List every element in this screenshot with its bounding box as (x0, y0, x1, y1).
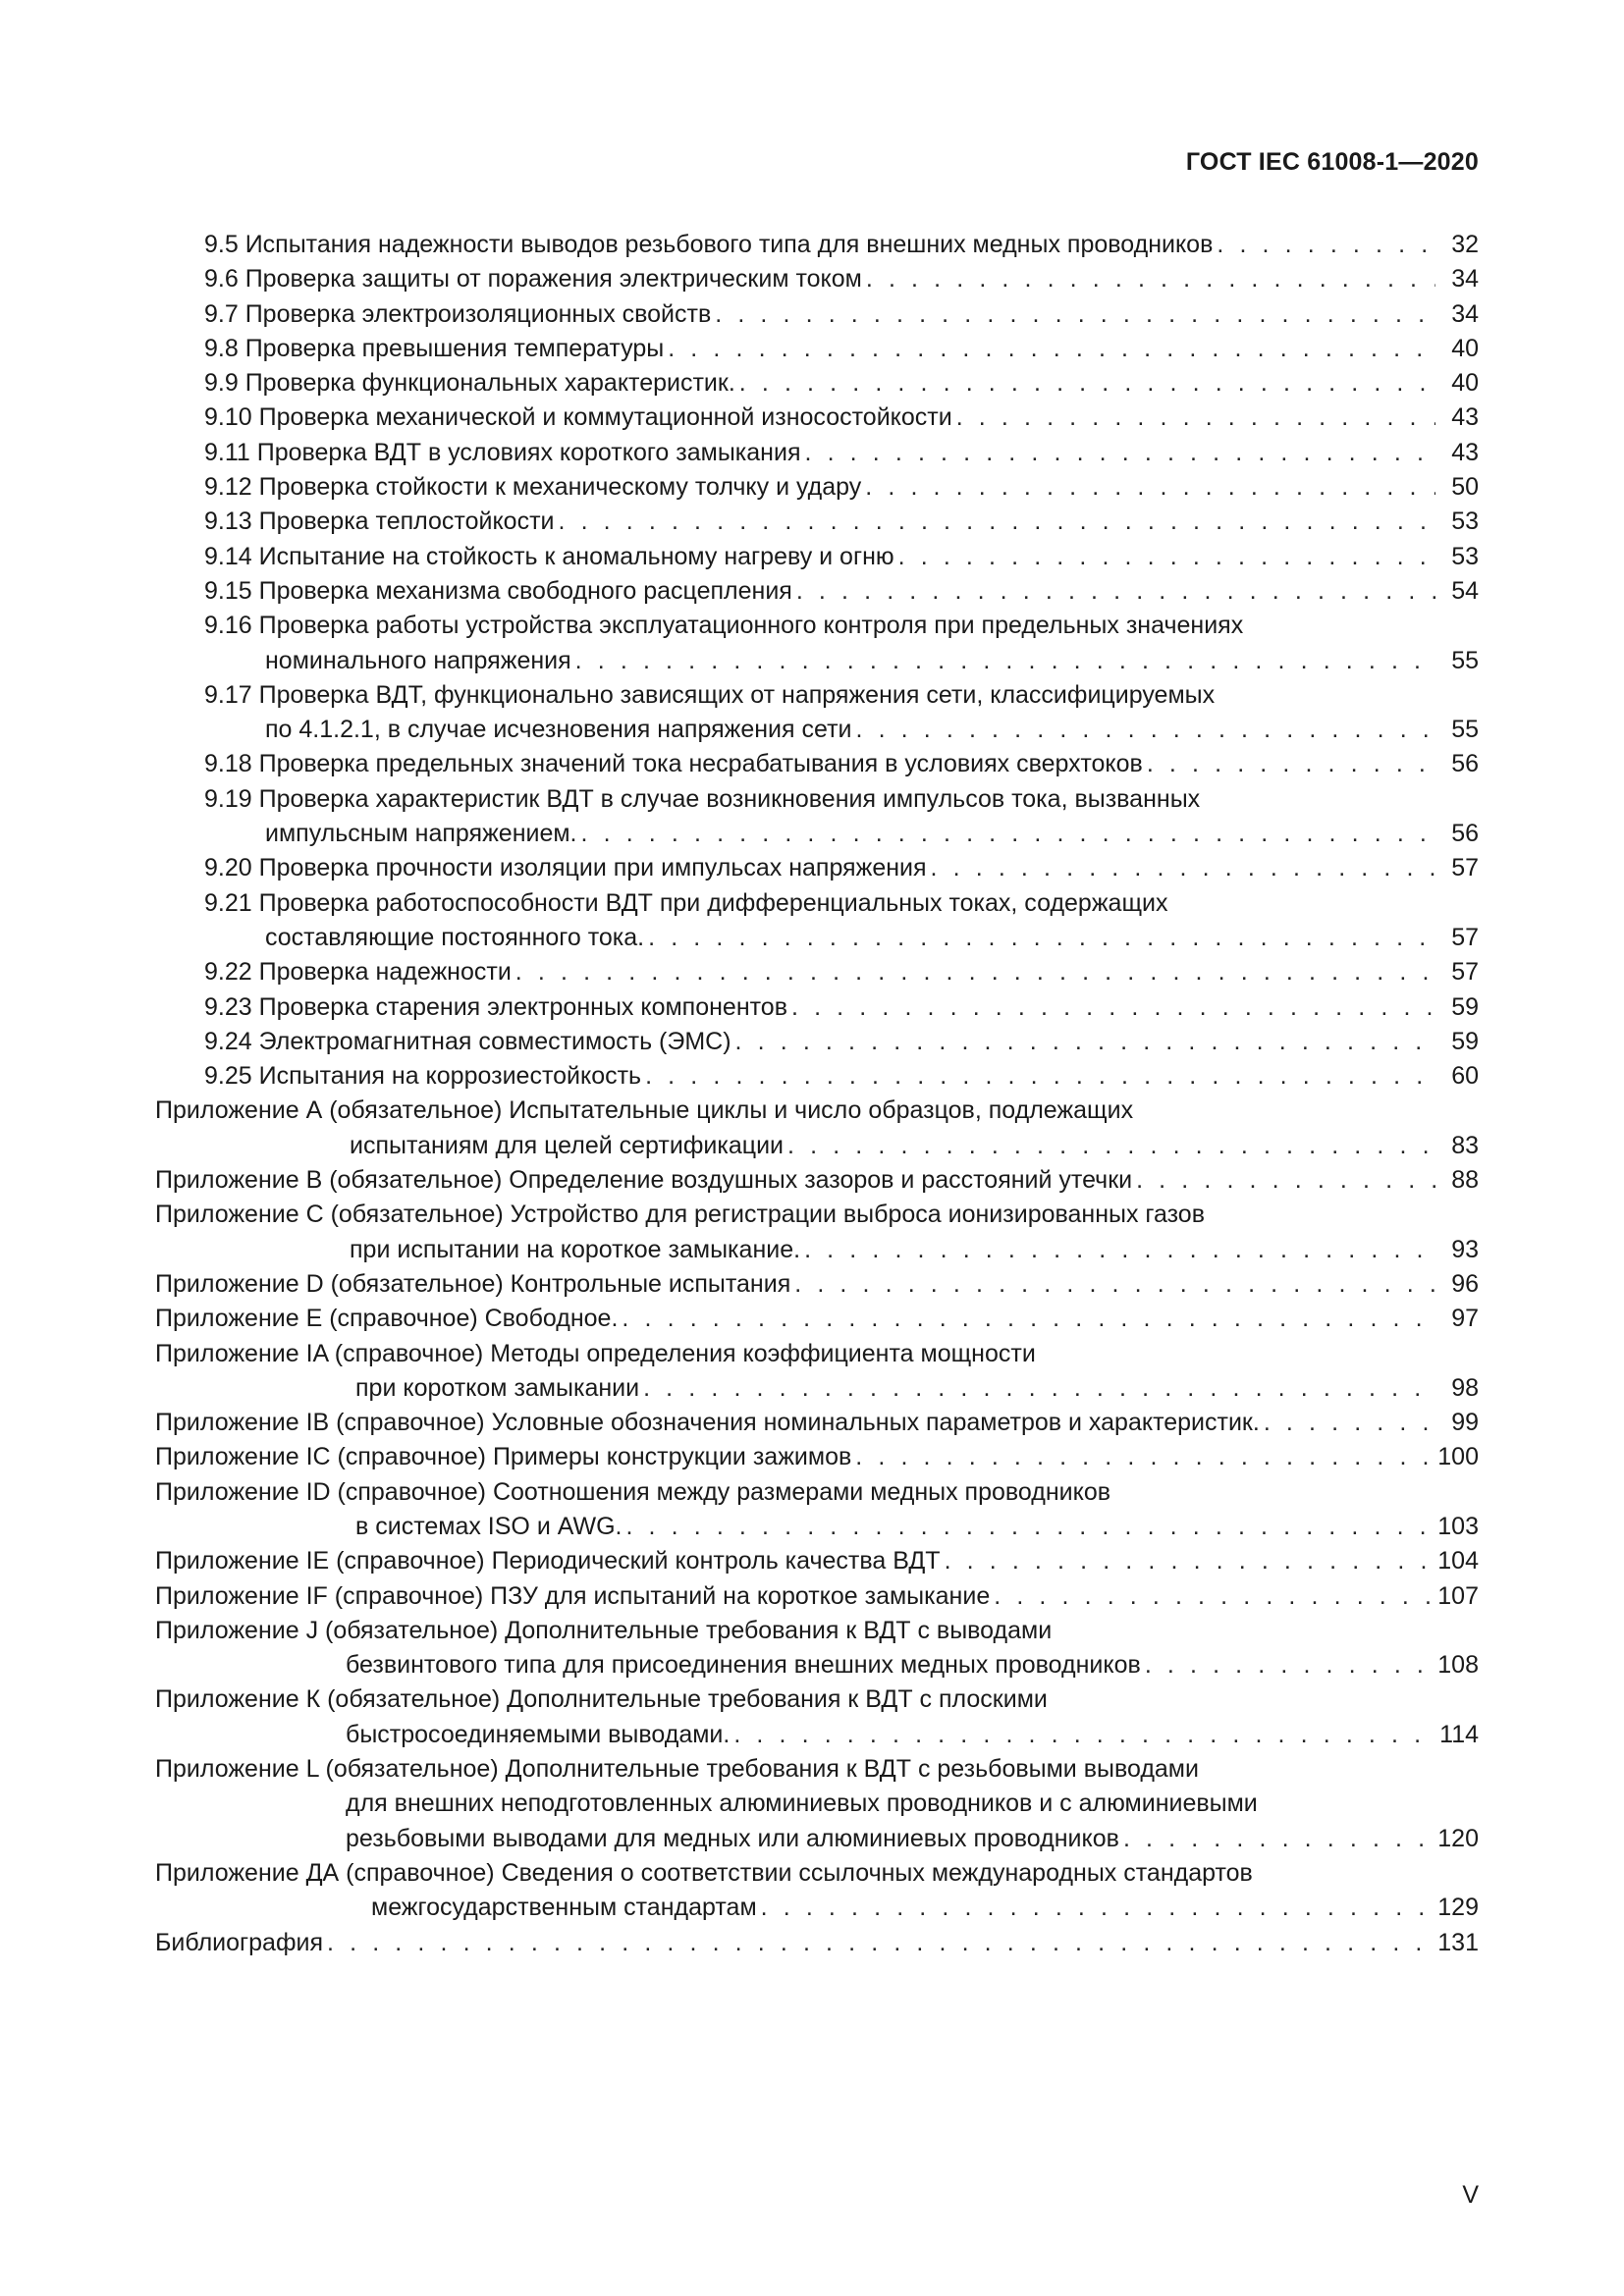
toc-entry (155, 990, 1479, 1025)
toc-entry-title: безвинтового типа для присоединения внешних медных проводников (346, 1651, 1141, 1680)
dot-leader (1264, 1406, 1435, 1440)
table-of-contents (155, 228, 1479, 1960)
toc-entry (155, 228, 1479, 262)
toc-entry (155, 1682, 1479, 1752)
dot-leader (715, 297, 1435, 332)
toc-entry-title: 9.24 Электромагнитная совместимость (ЭМС) (204, 1027, 731, 1055)
toc-page-number: 43 (1451, 403, 1479, 432)
toc-entry (155, 886, 1479, 956)
toc-entry (155, 366, 1479, 400)
toc-page-number: 55 (1451, 646, 1479, 674)
toc-page-number: 100 (1437, 1443, 1479, 1471)
toc-entry-title: быстросоединяемыми выводами. (346, 1720, 731, 1748)
dot-leader (791, 990, 1435, 1025)
toc-entry (155, 1267, 1479, 1302)
dot-leader (956, 400, 1435, 435)
toc-entry (155, 540, 1479, 574)
toc-entry (155, 1926, 1479, 1960)
toc-entry (155, 1544, 1479, 1578)
toc-entry-title: 9.25 Испытания на коррозиестойкость (204, 1062, 642, 1091)
toc-entry (155, 574, 1479, 609)
toc-page-number: 59 (1451, 1027, 1479, 1055)
toc-entry-title: 9.5 Испытания надежности выводов резьбового типа для внешних медных проводников (204, 231, 1214, 258)
toc-entry-title: Приложение С (обязательное) Устройство для регистрации выброса ионизированных газов (155, 1201, 1205, 1229)
toc-entry-title: 9.12 Проверка стойкости к механическому толчку и удару (204, 473, 862, 502)
toc-page-number: 104 (1437, 1547, 1479, 1575)
toc-page-number: 114 (1439, 1720, 1479, 1748)
toc-entry-title: Приложение D (обязательное) Контрольные испытания (155, 1269, 791, 1298)
dot-leader (794, 1267, 1435, 1302)
dot-leader (945, 1544, 1435, 1578)
toc-entry (155, 1406, 1479, 1440)
toc-page-number: 56 (1451, 820, 1479, 848)
toc-entry-title: межгосударственным стандартам (371, 1894, 757, 1922)
toc-page-number: 83 (1451, 1131, 1479, 1159)
toc-page-number: 53 (1451, 542, 1479, 570)
toc-page-number: 57 (1451, 958, 1479, 987)
dot-leader (515, 955, 1435, 989)
toc-page-number: 120 (1437, 1824, 1479, 1852)
toc-entry-title: Приложение Е (справочное) Свободное. (155, 1305, 619, 1333)
toc-entry-title: импульсным напряжением. (265, 820, 577, 848)
dot-leader (575, 644, 1435, 678)
dot-leader (787, 1129, 1435, 1163)
toc-entry-title: Приложение ID (справочное) Соотношения между размерами медных проводников (155, 1477, 1111, 1506)
toc-entry-title: 9.7 Проверка электроизоляционных свойств (204, 299, 712, 328)
toc-entry-title: Приложение А (обязательное) Испытательные циклы и число образцов, подлежащих (155, 1096, 1134, 1125)
toc-page-number: 88 (1451, 1166, 1479, 1195)
toc-entry (155, 1302, 1479, 1336)
toc-entry-title: 9.14 Испытание на стойкость к аномальному нагреву и огню (204, 542, 894, 570)
toc-entry-title: 9.11 Проверка ВДТ в условиях короткого замыкания (204, 438, 801, 466)
toc-entry (155, 955, 1479, 989)
toc-entry-title: Приложение К (обязательное) Дополнительные требования к ВДТ с плоскими (155, 1685, 1048, 1714)
toc-page-number: 59 (1451, 992, 1479, 1021)
toc-entry-title: Приложение IB (справочное) Условные обозначения номинальных параметров и характеристик. (155, 1409, 1260, 1437)
dot-leader (761, 1891, 1435, 1925)
toc-entry-title: 9.22 Проверка надежности (204, 958, 512, 987)
toc-entry (155, 332, 1479, 366)
dot-leader (856, 713, 1436, 747)
toc-page-number: 129 (1437, 1894, 1479, 1922)
toc-page-number: 57 (1451, 854, 1479, 882)
toc-entry (155, 1440, 1479, 1474)
toc-entry-title: 9.6 Проверка защиты от поражения электрическим током (204, 265, 862, 294)
toc-entry-title: Приложение J (обязательное) Дополнительные требования к ВДТ с выводами (155, 1616, 1053, 1644)
toc-entry (155, 782, 1479, 852)
toc-page-number: 57 (1451, 923, 1479, 951)
toc-page-number: 56 (1451, 750, 1479, 778)
toc-entry-title: Приложение IF (справочное) ПЗУ для испытаний на короткое замыкание (155, 1581, 991, 1610)
toc-entry (155, 851, 1479, 885)
toc-page-number: 131 (1437, 1928, 1479, 1956)
toc-entry-title: 9.17 Проверка ВДТ, функционально зависящих от напряжения сети, классифицируемых (204, 680, 1216, 709)
toc-entry (155, 1094, 1479, 1163)
dot-leader (931, 851, 1435, 885)
dot-leader (733, 1718, 1435, 1752)
dot-leader (622, 1302, 1435, 1336)
toc-entry-title: 9.16 Проверка работы устройства эксплуатационного контроля при предельных значениях (204, 612, 1244, 640)
toc-entry (155, 1337, 1479, 1407)
toc-entry-title: Библиография (155, 1928, 324, 1956)
toc-page-number: 32 (1451, 231, 1479, 258)
dot-leader (804, 436, 1435, 470)
toc-entry (155, 678, 1479, 748)
toc-entry-title: в системах ISO и AWG. (355, 1512, 623, 1540)
toc-page-number: 53 (1451, 507, 1479, 536)
dot-leader (1123, 1822, 1434, 1856)
toc-entry (155, 609, 1479, 678)
dot-leader (1145, 1648, 1434, 1682)
toc-entry-title: 9.9 Проверка функциональных характеристик. (204, 369, 735, 398)
toc-entry (155, 436, 1479, 470)
toc-entry (155, 1163, 1479, 1198)
toc-entry-title: 9.20 Проверка прочности изоляции при импульсах напряжения (204, 854, 927, 882)
toc-page-number: 96 (1451, 1269, 1479, 1298)
toc-entry-title: 9.18 Проверка предельных значений тока несрабатывания в условиях сверхтоков (204, 750, 1143, 778)
dot-leader (866, 262, 1435, 296)
toc-page-number: 54 (1451, 576, 1479, 605)
toc-entry-title: испытаниям для целей сертификации (350, 1131, 785, 1159)
toc-entry-title: для внешних неподготовленных алюминиевых проводников и с алюминиевыми (346, 1789, 1258, 1818)
toc-page-number: 103 (1437, 1512, 1479, 1540)
toc-page-number: 98 (1451, 1373, 1479, 1402)
dot-leader (625, 1510, 1434, 1544)
toc-entry (155, 297, 1479, 332)
dot-leader (804, 1233, 1435, 1267)
toc-page-number: 99 (1451, 1409, 1479, 1437)
toc-entry-title: при коротком замыкании (355, 1373, 640, 1402)
dot-leader (1217, 228, 1435, 262)
toc-page-number: 40 (1451, 369, 1479, 398)
toc-entry-title: Приложение В (обязательное) Определение воздушных зазоров и расстояний утечки (155, 1166, 1133, 1195)
toc-entry (155, 1198, 1479, 1267)
dot-leader (648, 921, 1435, 955)
toc-entry (155, 262, 1479, 296)
dot-leader (796, 574, 1435, 609)
toc-page-number: 50 (1451, 473, 1479, 502)
toc-entry-title: Приложение IC (справочное) Примеры конструкции зажимов (155, 1443, 852, 1471)
toc-page-number: 107 (1437, 1581, 1479, 1610)
toc-entry (155, 1059, 1479, 1094)
dot-leader (855, 1440, 1434, 1474)
toc-entry-title: резьбовыми выводами для медных или алюминиевых проводников (346, 1824, 1119, 1852)
toc-entry-title: 9.13 Проверка теплостойкости (204, 507, 555, 536)
toc-page-number: 43 (1451, 438, 1479, 466)
toc-page-number: 34 (1451, 265, 1479, 294)
dot-leader (1147, 747, 1435, 781)
toc-entry-title: 9.10 Проверка механической и коммутационной износостойкости (204, 403, 952, 432)
toc-entry (155, 1475, 1479, 1545)
toc-entry-title: Приложение IE (справочное) Периодический контроль качества ВДТ (155, 1547, 941, 1575)
toc-page-number: 60 (1451, 1062, 1479, 1091)
dot-leader (581, 817, 1435, 851)
dot-leader (558, 505, 1435, 539)
toc-page-number: 97 (1451, 1305, 1479, 1333)
toc-entry-title: 9.15 Проверка механизма свободного расцепления (204, 576, 792, 605)
toc-entry-title: Приложение ДА (справочное) Сведения о соответствии ссылочных международных стандартов (155, 1858, 1253, 1887)
toc-entry (155, 1579, 1479, 1614)
toc-entry (155, 1856, 1479, 1926)
toc-page-number: 55 (1451, 716, 1479, 744)
toc-entry-title: Приложение L (обязательное) Дополнительные требования к ВДТ с резьбовыми выводами (155, 1755, 1199, 1784)
dot-leader (327, 1926, 1434, 1960)
dot-leader (898, 540, 1435, 574)
toc-entry (155, 747, 1479, 781)
toc-entry-title: составляющие постоянного тока. (265, 923, 645, 951)
toc-entry (155, 505, 1479, 539)
toc-entry (155, 1752, 1479, 1856)
toc-entry-title: 9.8 Проверка превышения температуры (204, 334, 665, 362)
dot-leader (643, 1371, 1435, 1406)
dot-leader (735, 1025, 1435, 1059)
toc-entry-title: 9.21 Проверка работоспособности ВДТ при дифференциальных токах, содержащих (204, 888, 1168, 917)
toc-page-number: 93 (1451, 1235, 1479, 1263)
page-number: V (1462, 2181, 1479, 2209)
toc-entry (155, 470, 1479, 505)
toc-entry (155, 1614, 1479, 1683)
toc-entry (155, 1025, 1479, 1059)
toc-entry-title: номинального напряжения (265, 646, 571, 674)
toc-page-number: 34 (1451, 299, 1479, 328)
dot-leader (865, 470, 1435, 505)
toc-page-number: 108 (1437, 1651, 1479, 1680)
toc-entry-title: по 4.1.2.1, в случае исчезновения напряжения сети (265, 716, 852, 744)
toc-entry-title: 9.23 Проверка старения электронных компонентов (204, 992, 787, 1021)
toc-page-number: 40 (1451, 334, 1479, 362)
dot-leader (994, 1579, 1434, 1614)
document-header: ГОСТ IEC 61008-1—2020 (1185, 148, 1479, 176)
toc-entry-title: Приложение IA (справочное) Методы определения коэффициента мощности (155, 1339, 1036, 1367)
dot-leader (668, 332, 1435, 366)
toc-entry (155, 400, 1479, 435)
dot-leader (645, 1059, 1435, 1094)
toc-entry-title: 9.19 Проверка характеристик ВДТ в случае возникновения импульсов тока, вызванных (204, 784, 1201, 813)
toc-entry-title: при испытании на короткое замыкание. (350, 1235, 801, 1263)
dot-leader (1136, 1163, 1435, 1198)
dot-leader (739, 366, 1435, 400)
